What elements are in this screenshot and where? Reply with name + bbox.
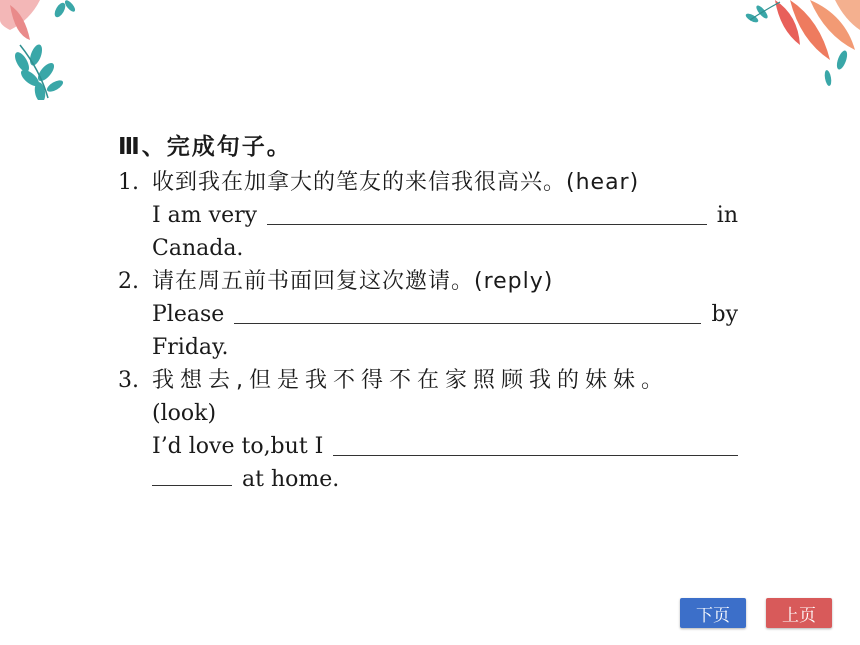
question-hint: (look)	[152, 401, 217, 426]
question-number: 3.	[118, 368, 139, 393]
leaf-decoration-left	[0, 0, 110, 100]
question-number: 1.	[118, 170, 139, 195]
question-3	[118, 364, 738, 397]
question-prompt: 请在周五前书面回复这次邀请。(reply)	[152, 269, 554, 294]
continuation-line-1	[118, 232, 738, 265]
sentence-continuation: at home.	[242, 467, 340, 492]
question-1	[118, 166, 738, 199]
answer-blank-2[interactable]	[234, 303, 701, 324]
sentence-end: in	[716, 203, 738, 228]
leaf-decoration-right	[720, 0, 860, 90]
sentence-start: Please	[152, 302, 225, 327]
answer-blank-3[interactable]	[333, 435, 738, 456]
answer-blank-3b[interactable]	[152, 465, 232, 486]
question-number: 2.	[118, 269, 139, 294]
previous-page-button[interactable]: 上页	[766, 598, 832, 628]
sentence-end: by	[711, 302, 738, 327]
exercise-content	[118, 130, 738, 496]
hint-line-3	[118, 397, 738, 430]
continuation-line-2	[118, 331, 738, 364]
answer-line-1	[118, 199, 738, 232]
sentence-start: I am very	[152, 203, 258, 228]
question-2	[118, 265, 738, 298]
question-prompt: 我想去,但是我不得不在家照顾我的妹妹。	[152, 368, 669, 393]
answer-line-3	[118, 430, 738, 463]
question-prompt: 收到我在加拿大的笔友的来信我很高兴。(hear)	[152, 170, 640, 195]
section-title: Ⅲ、完成句子。	[118, 134, 292, 160]
continuation-line-3	[118, 463, 738, 496]
sentence-continuation: Canada.	[152, 236, 244, 261]
answer-line-2	[118, 298, 738, 331]
sentence-continuation: Friday.	[152, 335, 229, 360]
sentence-start: I’d love to,but I	[152, 434, 324, 459]
next-page-button[interactable]: 下页	[680, 598, 746, 628]
answer-blank-1[interactable]	[267, 204, 707, 225]
